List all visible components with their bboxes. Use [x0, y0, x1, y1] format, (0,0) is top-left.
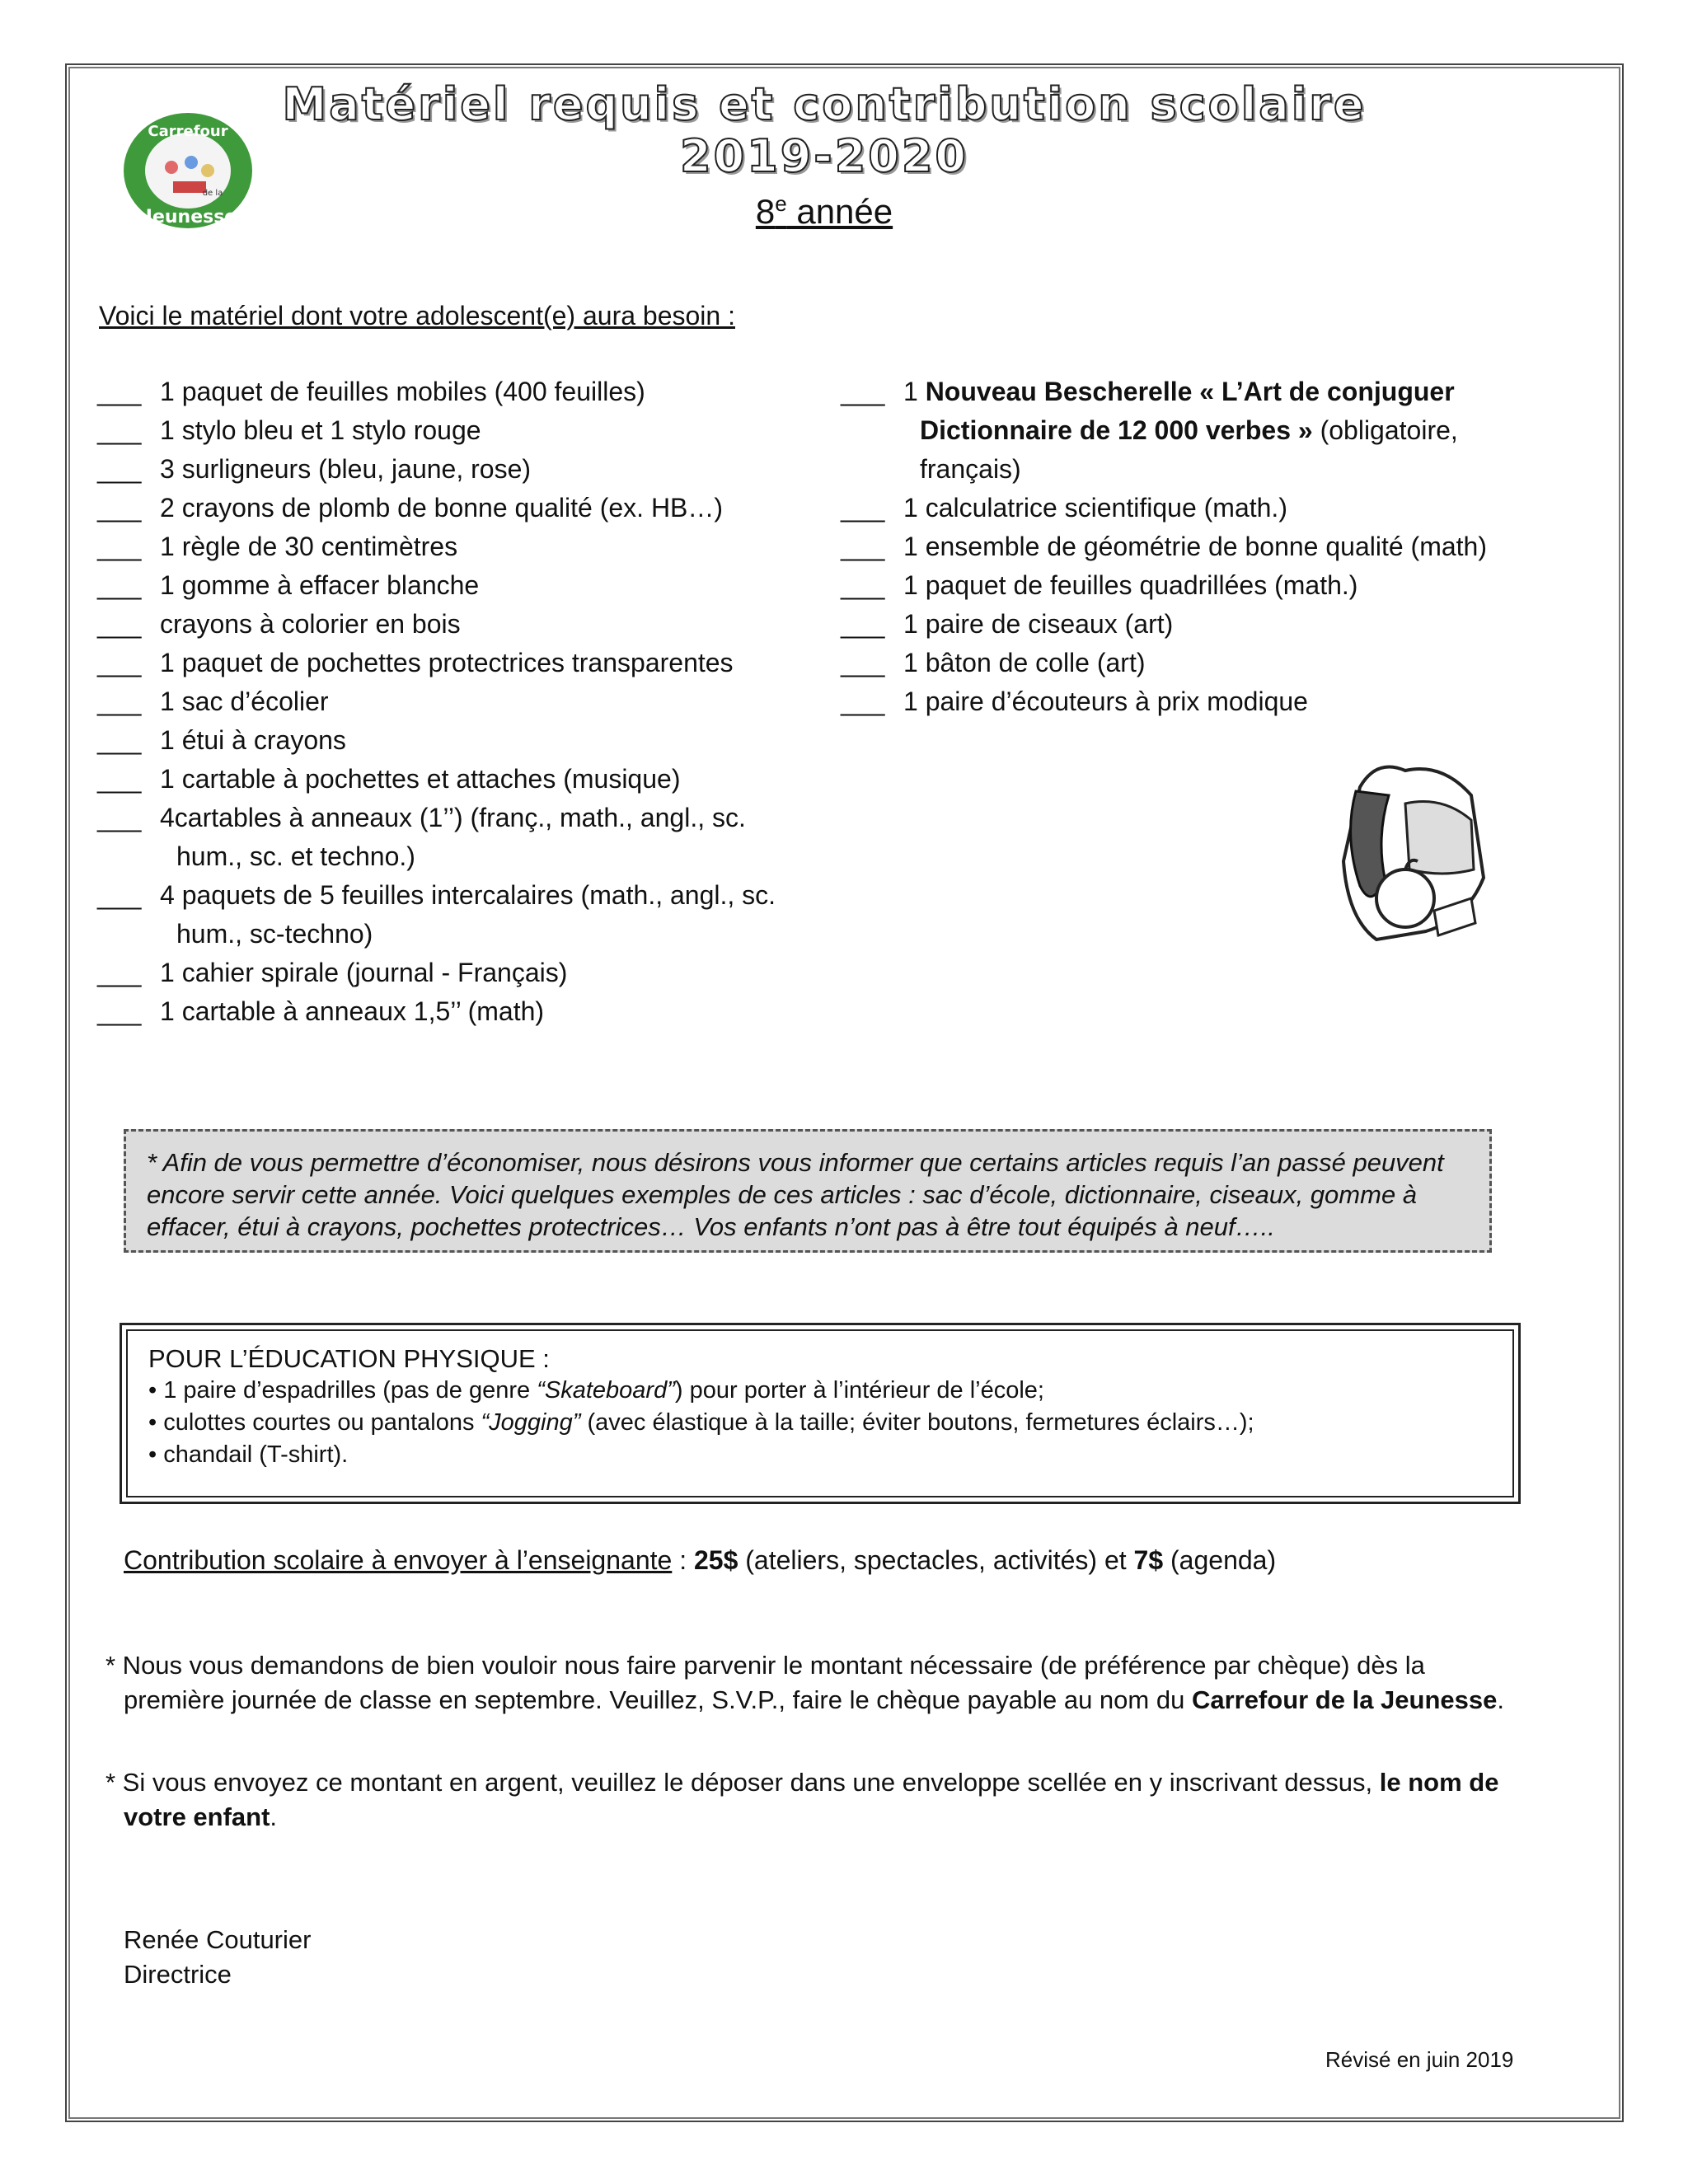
- list-item: [97, 566, 798, 605]
- list-item: [97, 799, 798, 876]
- notice-line: encore servir cette année. Voici quelques exemples de ces articles : sac d’école, dictionnaire, ciseaux, gomme à: [147, 1180, 1418, 1209]
- signature: [124, 1923, 311, 1992]
- list-item: [97, 373, 798, 411]
- checkbox-blank: ___: [97, 377, 142, 406]
- supply-list-left: [97, 373, 798, 1031]
- item-text: 1 paire de ciseaux (art): [903, 609, 1174, 639]
- cash-instructions: * Si vous envoyez ce montant en argent, veuillez le déposer dans une enveloppe scellée en y inscrivant dessus, le nom de votre enfant.: [106, 1768, 1499, 1831]
- page-title-year: 2019-2020: [680, 130, 968, 182]
- item-text-bold-2: Dictionnaire de 12 000 verbes »: [920, 415, 1313, 445]
- logo-text-mid: de la: [202, 189, 223, 198]
- item-text: 1 cartable à anneaux 1,5’’ (math): [160, 996, 545, 1026]
- item-text: crayons à colorier en bois: [160, 609, 461, 639]
- logo-text-bottom: Jeunesse: [145, 207, 237, 227]
- list-item: [97, 605, 798, 644]
- list-item: [97, 954, 798, 992]
- list-item: [97, 450, 798, 489]
- logo-text-top: Carrefour: [148, 123, 228, 140]
- checkbox-blank: ___: [97, 493, 142, 523]
- item-text: 1 gomme à effacer blanche: [160, 570, 480, 600]
- notice-line: effacer, étui à crayons, pochettes protectrices… Vos enfants n’ont pas à être tout équipés à neuf…..: [147, 1212, 1275, 1241]
- pe-item-pants: • culottes courtes ou pantalons “Jogging” (avec élastique à la taille; éviter boutons, fermetures éclairs…);: [148, 1409, 1254, 1436]
- checkbox-blank: ___: [841, 493, 885, 523]
- item-text: 1 paquet de feuilles mobiles (400 feuilles): [160, 377, 645, 406]
- checkbox-blank: ___: [97, 803, 142, 832]
- pe-item-shoes: • 1 paire d’espadrilles (pas de genre “Skateboard”) pour porter à l’intérieur de l’école;: [148, 1377, 1044, 1404]
- item-text: 1 stylo bleu et 1 stylo rouge: [160, 415, 481, 445]
- item-text-rest: (obligatoire,: [1312, 415, 1458, 445]
- item-text: 4cartables à anneaux (1’’) (franç., math., angl., sc.: [160, 803, 746, 832]
- checkbox-blank: ___: [97, 454, 142, 484]
- list-item: [841, 682, 1525, 721]
- checkbox-blank: ___: [97, 609, 142, 639]
- item-text: 1 paquet de feuilles quadrillées (math.): [903, 570, 1358, 600]
- checkbox-blank: ___: [841, 570, 885, 600]
- physical-education-box: [120, 1323, 1521, 1504]
- list-item: [97, 682, 798, 721]
- item-text: 4 paquets de 5 feuilles intercalaires (math., angl., sc.: [160, 880, 776, 910]
- checkbox-blank: ___: [841, 532, 885, 561]
- item-text: 1 règle de 30 centimètres: [160, 532, 458, 561]
- payee-name: Carrefour de la Jeunesse: [1191, 1685, 1498, 1714]
- item-text: 1 étui à crayons: [160, 725, 346, 755]
- school-contribution: Contribution scolaire à envoyer à l’enseignante : 25$ (ateliers, spectacles, activités) et 7$ (agenda): [124, 1545, 1277, 1575]
- item-text-continued: hum., sc. et techno.): [176, 841, 415, 871]
- contribution-amount-2: 7$: [1133, 1545, 1164, 1575]
- checkbox-blank: ___: [97, 687, 142, 716]
- checkbox-blank: ___: [97, 958, 142, 987]
- supply-list-right: [841, 373, 1525, 721]
- item-text: 1 bâton de colle (art): [903, 648, 1146, 677]
- school-logo: [115, 103, 260, 235]
- item-text: 1 paire d’écouteurs à prix modique: [903, 687, 1308, 716]
- grade-word: année: [786, 192, 893, 231]
- contribution-label: Contribution scolaire à envoyer à l’enseignante: [124, 1545, 673, 1575]
- item-text: 1 cahier spirale (journal - Français): [160, 958, 568, 987]
- signatory-name: Renée Couturier: [124, 1925, 312, 1954]
- list-item: [97, 760, 798, 799]
- backpack-icon: [1327, 754, 1492, 948]
- item-text-bold: Nouveau Bescherelle « L’Art de conjuguer: [925, 377, 1455, 406]
- checkbox-blank: ___: [97, 570, 142, 600]
- checkbox-blank: ___: [97, 648, 142, 677]
- checkbox-blank: ___: [97, 415, 142, 445]
- item-text: 1 paquet de pochettes protectrices transparentes: [160, 648, 734, 677]
- list-item: [841, 566, 1525, 605]
- item-text: 1 sac d’écolier: [160, 687, 329, 716]
- checkbox-blank: ___: [97, 996, 142, 1026]
- item-text: 3 surligneurs (bleu, jaune, rose): [160, 454, 532, 484]
- item-text: 1 calculatrice scientifique (math.): [903, 493, 1287, 523]
- pe-heading: POUR L’ÉDUCATION PHYSIQUE :: [148, 1344, 550, 1373]
- pe-item-shirt: • chandail (T-shirt).: [148, 1441, 349, 1468]
- list-item: [841, 605, 1525, 644]
- checkbox-blank: ___: [97, 764, 142, 794]
- notice-line: * Afin de vous permettre d’économiser, nous désirons vous informer que certains articles requis l’an passé peuvent: [147, 1148, 1444, 1177]
- item-text: 2 crayons de plomb de bonne qualité (ex. HB…): [160, 493, 724, 523]
- list-item: [97, 992, 798, 1031]
- list-item: [97, 489, 798, 527]
- list-item: [97, 411, 798, 450]
- list-item: [97, 721, 798, 760]
- item-text: 1 ensemble de géométrie de bonne qualité (math): [903, 532, 1487, 561]
- list-item: [97, 527, 798, 566]
- item-text-continued: français): [920, 454, 1021, 484]
- item-text-continued: hum., sc-techno): [176, 919, 373, 949]
- checkbox-blank: ___: [841, 648, 885, 677]
- checkbox-blank: ___: [97, 880, 142, 910]
- grade-heading: [247, 191, 1401, 232]
- payment-instructions: * Nous vous demandons de bien vouloir nous faire parvenir le montant nécessaire (de préférence par chèque) dès la première journée de classe en septembre. Veuillez, S.V.P., faire le chèque payable au nom du Carrefour de la Jeunesse.: [106, 1651, 1505, 1714]
- checkbox-blank: ___: [841, 687, 885, 716]
- checkbox-blank: ___: [97, 725, 142, 755]
- list-item: [841, 489, 1525, 527]
- checkbox-blank: ___: [841, 609, 885, 639]
- intro-text: Voici le matériel dont votre adolescent(e) aura besoin :: [99, 301, 735, 330]
- list-item: [841, 373, 1525, 489]
- checkbox-blank: ___: [97, 532, 142, 561]
- list-item: [841, 527, 1525, 566]
- contribution-amount-1: 25$: [693, 1545, 738, 1575]
- grade-superscript: e: [775, 191, 787, 216]
- page-title: Matériel requis et contribution scolaire: [282, 78, 1367, 130]
- list-item: [97, 876, 798, 954]
- checkbox-blank: ___: [841, 377, 885, 406]
- grade-number: 8: [755, 192, 776, 231]
- item-text: 1 cartable à pochettes et attaches (musique): [160, 764, 681, 794]
- signatory-role: Directrice: [124, 1960, 232, 1989]
- list-item: [97, 644, 798, 682]
- savings-notice: [124, 1129, 1492, 1253]
- list-item: [841, 644, 1525, 682]
- item-text-prefix: 1: [903, 377, 926, 406]
- revision-date: Révisé en juin 2019: [1325, 2047, 1514, 2072]
